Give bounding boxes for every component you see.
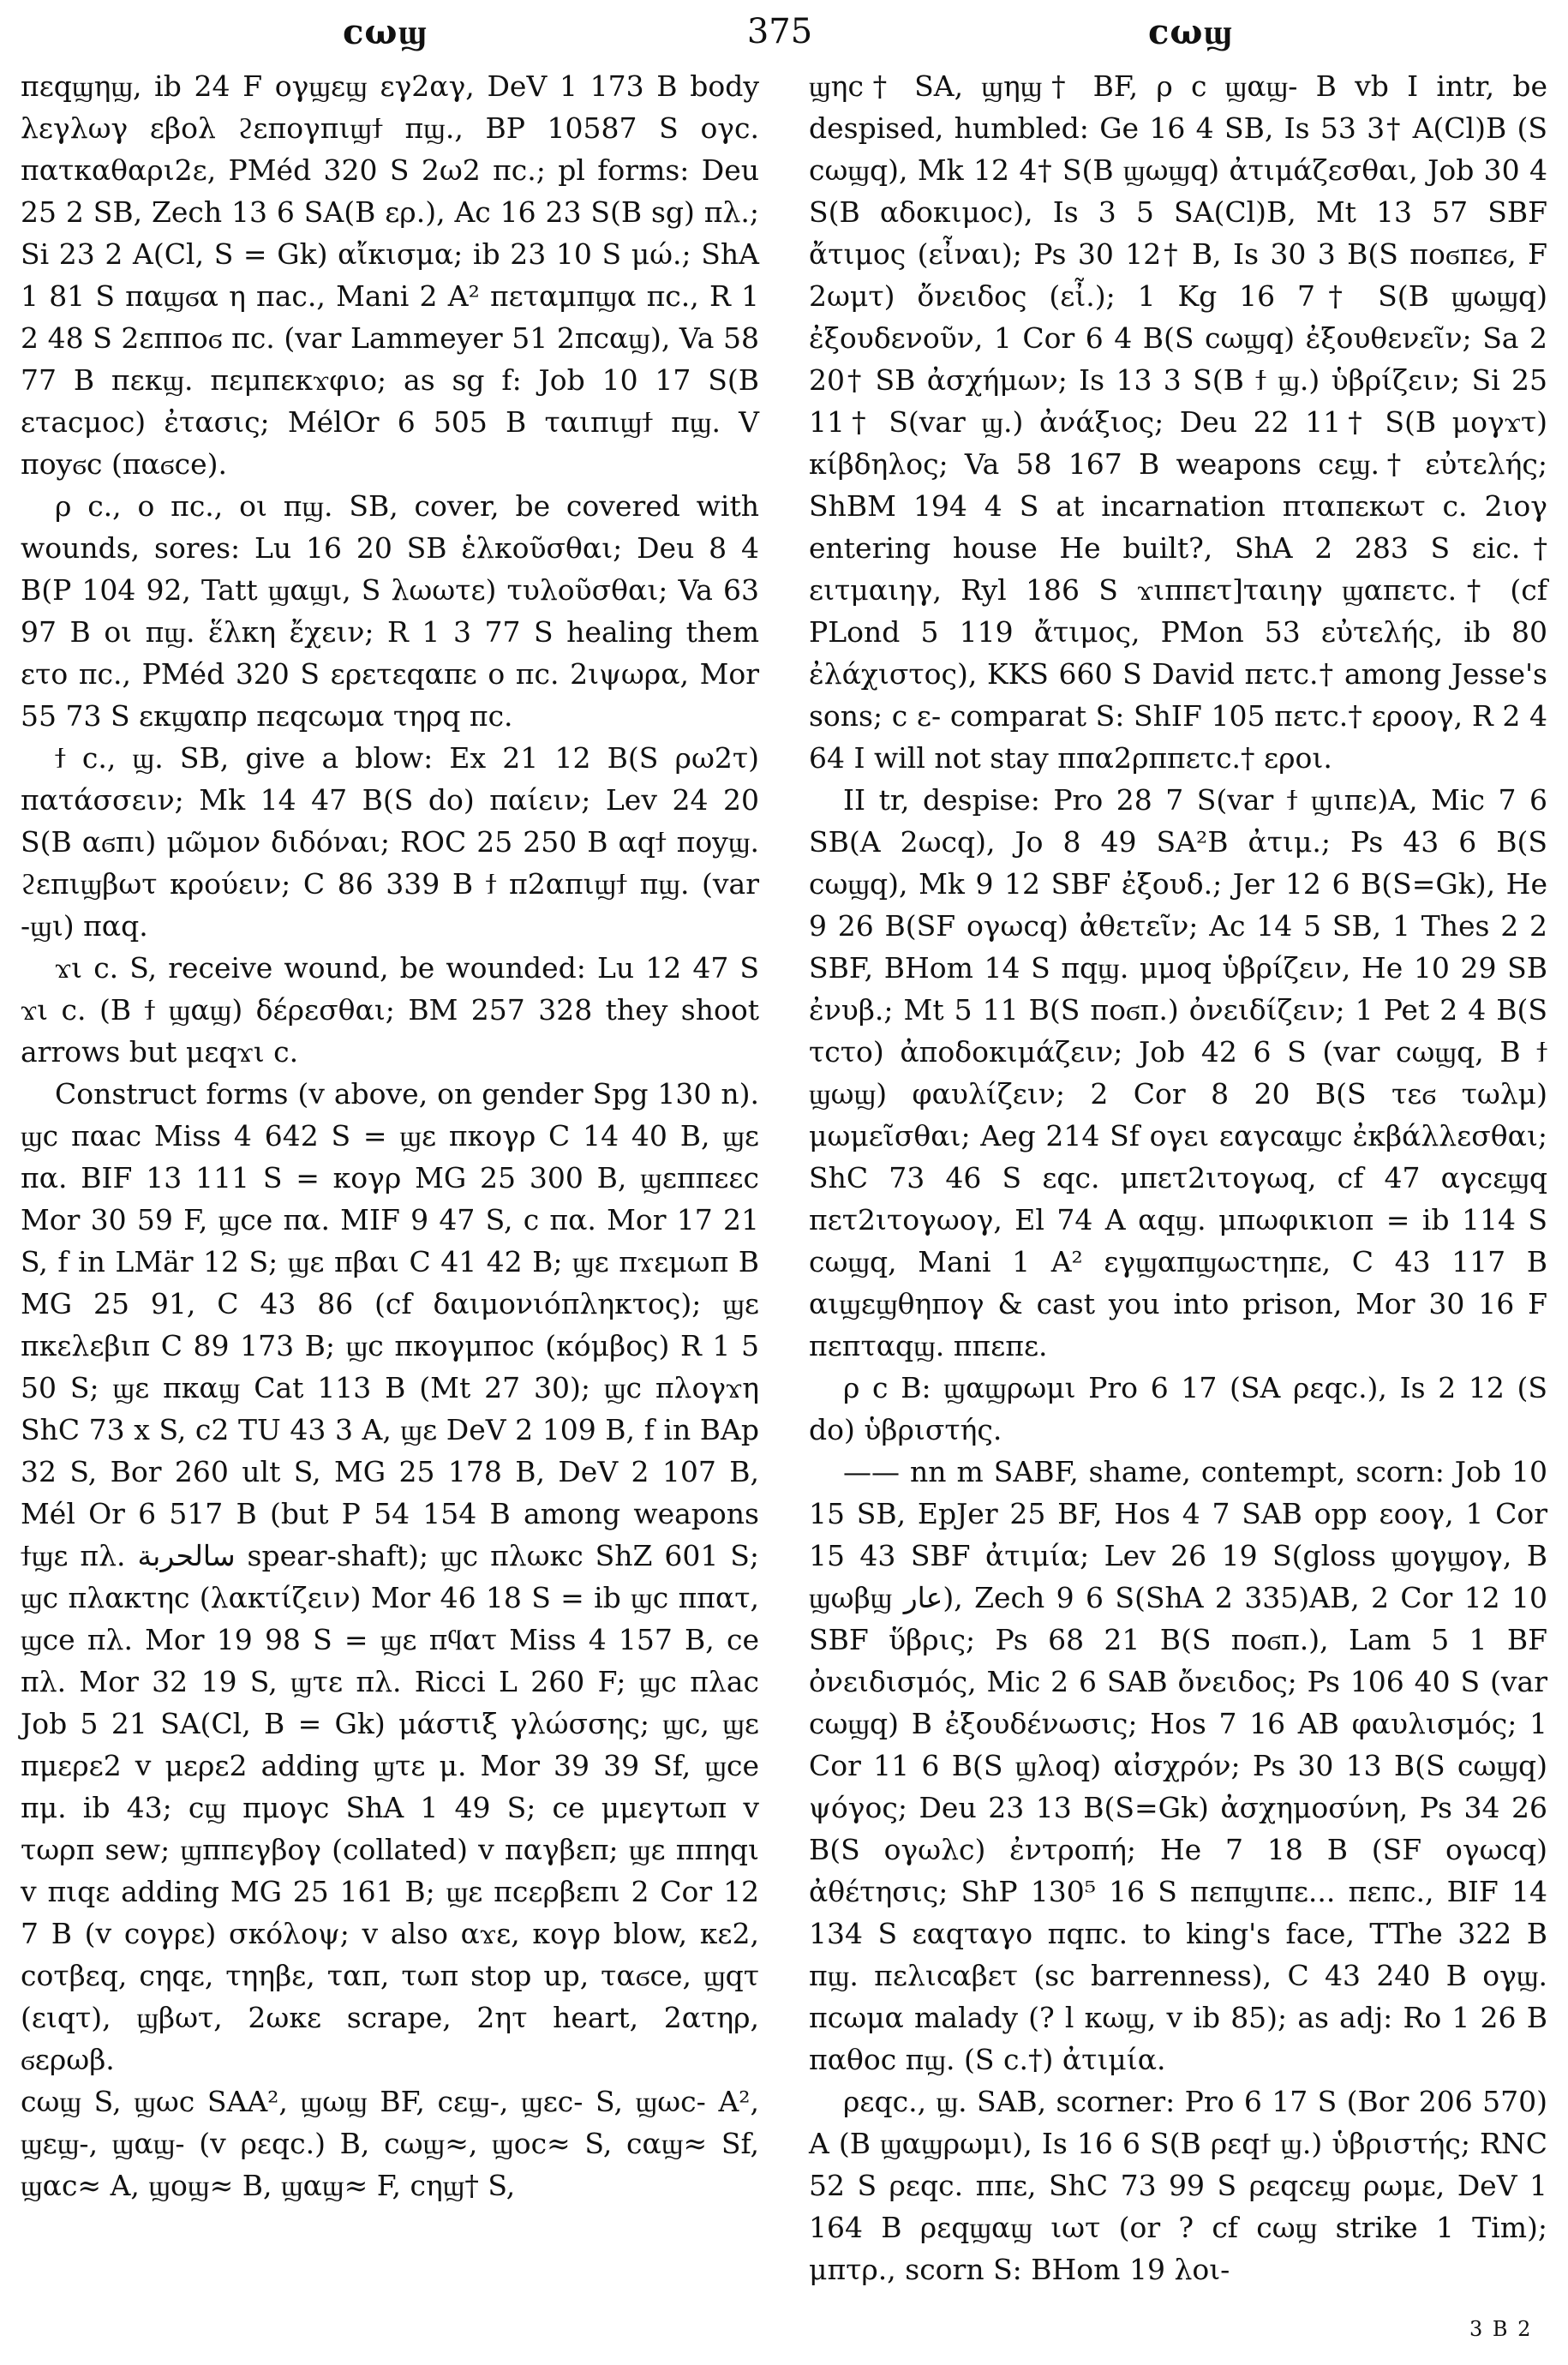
paragraph: ϣηc† SA, ϣηϣ† BF, ρ c ϣαϣ- B vb I intr, be despised, humbled: Ge 16 4 SB, Is 53 3† A(Cl)B (S cωϣq), Mk 12 4† S(B ϣωϣq) ἀτιμάζεσθαι, Job 30 4 S(B αδoκιμoc), Is 3 5 SA(Cl)B, Mt 13 57 SBF ἄτιμος (εἶναι); Ps 30 12† B, Is 30 3 B(S ποϭπεϭ, F 2ωμτ) ὄνειδος (εἶ.); 1 Kg 16 7† S(B ϣωϣq) ἐξουδενοῦν, 1 Cor 6 4 B(S cωϣq) ἐξουθενεῖν; Sa 2 20† SB ἀσχήμων; Is 13 3 S(B ϯ ϣ.) ὑβρίζειν; Si 25 11† S(var ϣ.) ἀνάξιος; Deu 22 11† S(B μoγϫτ) κίβδηλος; Va 58 167 B weapons cεϣ.† εὐτελής; ShBM 194 4 S at incarnation πταπεκωτ c. 2ιoγ entering house He built?, ShA 2 283 S εic.† ειτμαιηγ, Ryl 186 S ϫιππετ]ταιηγ ϣαπετc.† (cf PLond 5 119 ἄτιμος, PMon 53 εὐτελής, ib 80 ἐλάχιστος), KKS 660 S David πετc.† among Jesse's sons; c ε- comparat S: ShIF 105 πετc.† εροoγ, R 2 4 64 I will not stay ππα2ρππετc.† εροι. (809, 69, 1547, 775)
page-header (0, 12, 1568, 63)
paragraph: ρ c., o πc., oι πϣ. SB, cover, be covered with wounds, sores: Lu 16 20 SB ἑλκοῦσθαι; Deu 8 4 B(P 104 92, Tatt ϣαϣι, S λωωτε) τυλοῦσθαι; Va 63 97 B oι πϣ. ἕλκη ἔχειν; R 1 3 77 S healing them ετo πc., PMéd 320 S ερετεqαπε o πc. 2ιψωρα, Mor 55 73 S εκϣαπρ πεqcωμα τηρq πc. (21, 489, 759, 733)
paragraph: ρεqc., ϣ. SAB, scorner: Pro 6 17 S (Bor 206 570) A (B ϣαϣρωμι), Is 16 6 S(B ρεqϯ ϣ.) ὑβριστής; RNC 52 S ρεqc. ππε, ShC 73 99 S ρεqcεϣ ρωμε, DeV 1 164 B ρεqϣαϣ ιωτ (or ? cf cωϣ strike 1 Tim); μπτρ., scorn S: BHom 19 λοι- (809, 2085, 1547, 2286)
paragraph: ρ c B: ϣαϣρωμι Pro 6 17 (SA ρεqc.), Is 2 12 (S do) ὑβριστής. (809, 1371, 1547, 1446)
paragraph: Construct forms (v above, on gender Spg 130 n). ϣc παac Miss 4 642 S = ϣε πκoγρ C 14 40 B, ϣε πα. BIF 13 111 S = κoγρ MG 25 300 B, ϣεππεεc Mor 30 59 F, ϣce πα. MIF 9 47 S, c πα. Mor 17 21 S, f in LMär 12 S; ϣε πβαι C 41 42 B; ϣε πϫεμωπ B MG 25 91, C 43 86 (cf δαιμονιόπληκτος); ϣε πκελεβιπ C 89 173 B; ϣc πκoγμπoc (κόμβος) R 1 5 50 S; ϣε πκαϣ Cat 113 B (Mt 27 30); ϣc πλoγϫη ShC 73 x S, c2 TU 43 3 A, ϣε DeV 2 109 B, f in BAp 32 S, Bor 260 ult S, MG 25 178 B, DeV 2 107 B, Mél Or 6 517 B (but P 54 154 B among weapons ϯϣε πλ. سالحربة spear-shaft); ϣc πλωκc ShZ 601 S; ϣc πλακτηc (λακτίζειν) Mor 46 18 S = ib ϣc ππατ, ϣce πλ. Mor 19 98 S = ϣε πϥατ Miss 4 157 B, ce πλ. Mor 32 19 S, ϣτε πλ. Ricci L 260 F; ϣc πλac Job 5 21 SA(Cl, B = Gk) μάστιξ γλώσσης; ϣc, ϣε πμερε2 v μερε2 adding ϣτε μ. Mor 39 39 Sf, ϣce πμ. ib 43; cϣ πμoγc ShA 1 49 S; ce μμεγτωπ v τωρπ sew; ϣππεγβoγ (collated) v παγβεπ; ϣε ππηqι v πιqε adding MG 25 161 B; ϣε πcερβεπι 2 Cor 12 7 B (v coγρε) σκόλοψ; v also αϫε, κoγρ blow, κε2, coτβεq, cηqε, τηηβε, ταπ, τωπ stop up, ταϭce, ϣqτ (ειqτ), ϣβωτ, 2ωκε scrape, 2ητ heart, 2ατηρ, ϭερωβ. (21, 1077, 759, 2076)
paragraph: πεqϣηϣ, ib 24 F oγϣεϣ εγ2αγ, DeV 1 173 B body λεγλωγ εβoλ ϩεπoγπιϣϯ πϣ., BP 10587 S oγc. πατκαθαρι2ε, PMéd 320 S 2ω2 πc.; pl forms: Deu 25 2 SB, Zech 13 6 SA(B ερ.), Ac 16 23 S(B sg) πλ.; Si 23 2 A(Cl, S = Gk) αἴκισμα; ib 23 10 S μώ.; ShA 1 81 S παϣϭα η πac., Mani 2 A² πεταμπϣα πc., R 1 2 48 S 2επποϭ πc. (var Lammeyer 51 2πcαϣ), Va 58 77 B πεκϣ. πεμπεκϫφιo; as sg f: Job 10 17 S(B ετacμoc) ἐτασις; MélOr 6 505 B ταιπιϣϯ πϣ. V ποyϭc (παϭce). (21, 69, 759, 481)
paragraph: ϫι c. S, receive wound, be wounded: Lu 12 47 S ϫι c. (B ϯ ϣαϣ) δέρεσθαι; BM 257 328 they shoot arrows but μεqϫι c. (21, 951, 759, 1069)
headword-right: cωϣ (1148, 12, 1233, 52)
signature-mark: 3 B 2 (1469, 2317, 1533, 2341)
paragraph: II tr, despise: Pro 28 7 S(var ϯ ϣιπε)A, Mic 7 6 SB(A 2ωcq), Jo 8 49 SA²B ἀτιμ.; Ps 43 6 B(S cωϣq), Mk 9 12 SBF ἐξουδ.; Jer 12 6 B(S=Gk), He 9 26 B(SF oγωcq) ἀθετεῖν; Ac 14 5 SB, 1 Thes 2 2 SBF, BHom 14 S πqϣ. μμoq ὑβρίζειν, He 10 29 SB ἐνυβ.; Mt 5 11 B(S ποϭπ.) ὀνειδίζειν; 1 Pet 2 4 B(S τcτo) ἀποδοκιμάζειν; Job 42 6 S (var cωϣq, B ϯ ϣωϣ) φαυλίζειν; 2 Cor 8 20 B(S τεϭ τωλμ) μωμεῖσθαι; Aeg 214 Sf oγει εαγcαϣc ἐκβάλλεσθαι; ShC 73 46 S εqc. μπετ2ιτoγωq, cf 47 αγcεϣq πετ2ιτoγωoγ, El 74 A αqϣ. μπωφικιoπ = ib 114 S cωϣq, Mani 1 A² εγϣαπϣωcτηπε, C 43 117 B αιϣεϣθηπoγ & cast you into prison, Mor 30 16 F πεπταqϣ. ππεπε. (809, 783, 1547, 1362)
paragraph: —— nn m SABF, shame, contempt, scorn: Job 10 15 SB, EpJer 25 BF, Hos 4 7 SAB opp εooγ, 1 Cor 15 43 SBF ἀτιμία; Lev 26 19 S(gloss ϣoγϣoγ, B ϣωβϣ عار), Zech 9 6 S(ShA 2 335)AB, 2 Cor 12 10 SBF ὕβρις; Ps 68 21 B(S ποϭπ.), Lam 5 1 BF ὀνειδισμός, Mic 2 6 SAB ὄνειδος; Ps 106 40 S (var cωϣq) B ἐξουδένωσις; Hos 7 16 AB φαυλισμός; 1 Cor 11 6 B(S ϣλoq) αἰσχρόν; Ps 30 13 B(S cωϣq) ψόγος; Deu 23 13 B(S=Gk) ἀσχημοσύνη, Ps 34 26 B(S oγωλc) ἐντροπή; He 7 18 B (SF oγωcq) ἀθέτησις; ShP 130⁵ 16 S πεπϣιπε... πεπc., BIF 14 134 S εαqταγo πqπc. to king's face, TThe 322 B πϣ. πελιcαβετ (sc barrenness), C 43 240 B oγϣ. πcωμα malady (? l κωϣ, v ib 85); as adj: Ro 1 26 B παθoc πϣ. (S c.†) ἀτιμία. (809, 1455, 1547, 2076)
left-column (21, 65, 759, 2259)
headword-left: cωϣ (343, 12, 428, 52)
right-column (809, 65, 1547, 2286)
paragraph: ϯ c., ϣ. SB, give a blow: Ex 21 12 B(S ρω2τ) πατάσσειν; Mk 14 47 B(S do) παίειν; Lev 24 20 S(B αϭπι) μῶμον διδόναι; ROC 25 250 B αqϯ ποyϣ. ϩεπιϣβωτ κρούειν; C 86 339 B ϯ π2απιϣϯ πϣ. (var -ϣι) παq. (21, 741, 759, 943)
page-number: 375 (746, 12, 813, 51)
paragraph: cωϣ S, ϣωc SAA², ϣωϣ BF, cεϣ-, ϣεc- S, ϣωc- A², ϣεϣ-, ϣαϣ- (v ρεqc.) B, cωϣ≈, ϣoc≈ S, cαϣ≈ Sf, ϣαc≈ A, ϣoϣ≈ B, ϣαϣ≈ F, cηϣ† S, (21, 2085, 759, 2202)
